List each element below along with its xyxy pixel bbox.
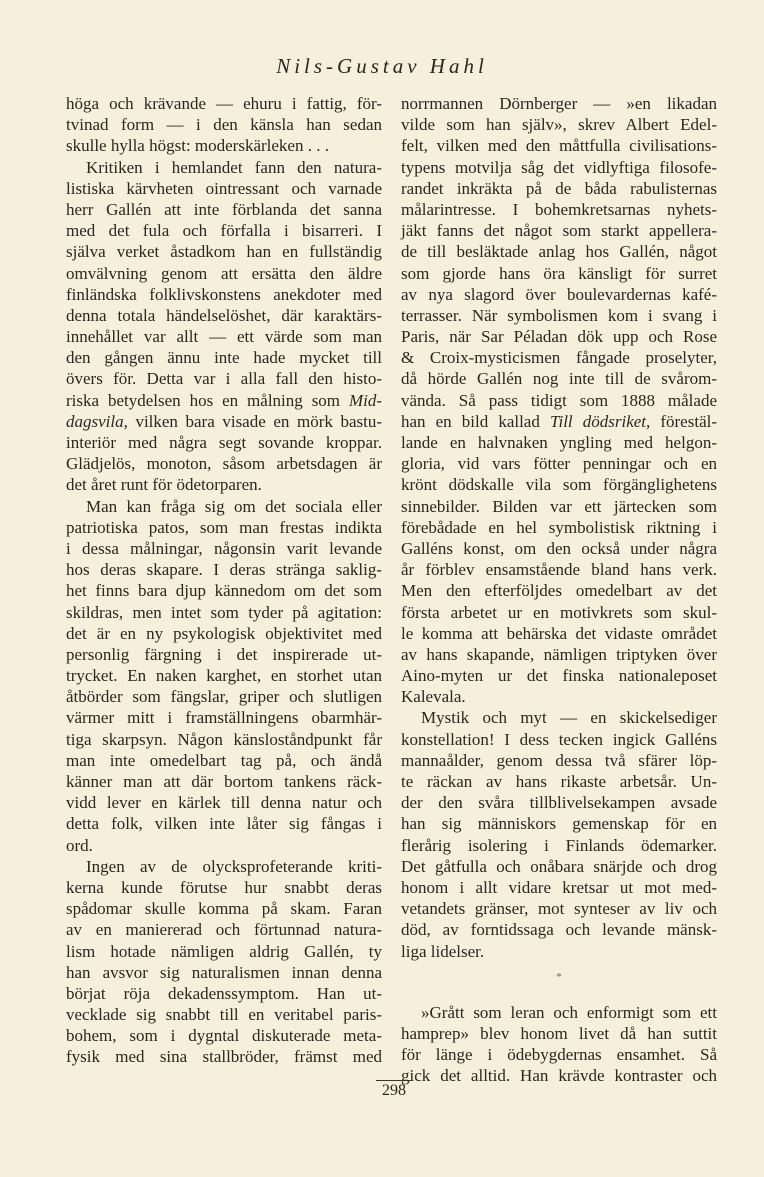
text-line: första arbetet ur en motivkrets som skul- xyxy=(401,602,717,622)
text-line: själva verket åstadkom han en fullständig xyxy=(66,242,382,262)
text-line: vecklade sig snabbt till en veritabel paris- xyxy=(66,1005,382,1025)
text-line: typens motvilja såg det vidlyftiga filosofe- xyxy=(401,157,717,177)
text-line: jäkt fanns det något som starkt appellera- xyxy=(401,221,717,241)
text-line: norrmannen Dörnberger — »en likadan xyxy=(401,94,717,113)
text-line: fysik med sina stallbröder, främst med xyxy=(66,1047,382,1067)
text-line xyxy=(401,411,717,432)
text-line: av hans skapande, nämligen triptyken över xyxy=(401,644,717,664)
text-line: vända. Så pass tidigt som 1888 målade xyxy=(401,390,717,410)
text-line: & Croix-mysticismen fångade proselyter, xyxy=(401,348,717,368)
text-line: de till besläktade anlag hos Gallén, något xyxy=(401,242,717,262)
text-line xyxy=(66,411,382,432)
text-line: »Grått som leran och enformigt som ett xyxy=(421,1002,717,1022)
text-line: med det fula och förfalla i bisarreri. I xyxy=(66,221,382,241)
text-line: år förblev ensamstående bland hans verk. xyxy=(401,560,717,580)
text-line: hos deras skapare. I deras stränga saklig- xyxy=(66,560,382,580)
section-break-ornament: * xyxy=(556,970,562,983)
text-line: värmer mitt i framställningens obarmhär- xyxy=(66,708,382,728)
text-line: randet inkräkta på de båda rabulisternas xyxy=(401,178,717,198)
text-line: övers för. Detta var i alla fall den histo- xyxy=(66,369,382,389)
text-line: bohem, som i dygntal diskuterade meta- xyxy=(66,1026,382,1046)
text-line: det året runt för ödetorparen. xyxy=(66,475,262,495)
text-line: förebådade en hel symbolistisk riktning i xyxy=(401,517,717,537)
text-line: känner man att där bortom tankens räck- xyxy=(66,772,382,791)
text-line: Paris, när Sar Péladan dök upp och Rose xyxy=(401,327,717,347)
text-line: herr Gallén att inte förblanda det sanna xyxy=(66,199,382,219)
text-line: Galléns konst, om den också under några xyxy=(401,538,717,558)
text-line: ord. xyxy=(66,835,93,855)
text-line: Ingen av de olycksprofeterande kriti- xyxy=(86,856,382,876)
text-line: spådomar skulle komma på skam. Faran xyxy=(66,899,382,919)
text-line: skildras, men intet som tyder på agitation: xyxy=(66,602,382,622)
text-line: gloria, vid vars fötter penningar och en xyxy=(401,454,717,474)
page-number: 298 xyxy=(382,1082,406,1099)
text-line: Det gåtfulla och onåbara snärjde och drog xyxy=(401,856,717,876)
text-line: som gjorde hans öra känsligt för surret xyxy=(401,263,717,283)
text-segment: vilken bara visade en mörk bastu- xyxy=(127,411,382,431)
text-line: Aino-myten ur det finska nationaleposet xyxy=(401,666,717,686)
text-line: konstellation! I dess tecken ingick Galléns xyxy=(401,729,717,749)
text-segment: han en bild kallad xyxy=(401,411,550,431)
text-line: terrasser. När symbolismen kom i svang i xyxy=(401,305,717,325)
text-line: man inte omedelbart tag på, och ändå xyxy=(66,750,382,770)
italic-title: Mid- xyxy=(348,390,382,410)
text-line: liga lidelser. xyxy=(401,941,485,961)
text-line: honom i allt vidare kretsar ut mot med- xyxy=(401,877,717,897)
text-line: omvälvning genom att ersätta den äldre xyxy=(66,263,382,283)
text-line: gick det alltid. Han krävde kontraster och xyxy=(401,1066,717,1086)
text-line: Men den efterföljdes omedelbart av det xyxy=(401,581,717,601)
text-line: det är en ny psykologisk objektivitet med xyxy=(66,623,382,643)
text-line: finländska folklivskonstens anekdoter med xyxy=(66,284,382,304)
text-line: den gången ännu inte hade mycket till xyxy=(66,348,382,368)
text-line: Kalevala. xyxy=(401,687,466,707)
text-line: i dessa målningar, någonsin varit levande xyxy=(66,538,382,558)
text-line xyxy=(66,390,382,411)
text-line: innehållet var allt — ett värde som man xyxy=(66,327,382,347)
text-line: kerna kunde förutse hur snabbt deras xyxy=(66,877,382,897)
text-line: åtbörder som fängslar, griper och slutligen xyxy=(66,687,382,707)
text-column-right xyxy=(401,93,717,1086)
text-line: han sig människors gemenskap för en xyxy=(401,814,717,834)
text-line: för länge i ödebygdernas ensamhet. Så xyxy=(401,1045,717,1065)
text-line: lande en halvnaken yngling med helgon- xyxy=(401,433,717,452)
text-line: av nya slagord över boulevardernas kafé- xyxy=(401,284,717,304)
text-line: Man kan fråga sig om det sociala eller xyxy=(86,496,382,516)
running-head: Nils-Gustav Hahl xyxy=(276,54,488,78)
text-line: hamprep» blev honom livet då han suttit xyxy=(401,1023,717,1043)
text-line: sinnebilder. Bilden var ett järtecken som xyxy=(401,496,717,516)
text-column-left xyxy=(66,93,382,1068)
text-line: het finns bara djup kännedom om det som xyxy=(66,581,382,601)
text-line: denna totala händelselöshet, där karaktärs- xyxy=(66,305,382,325)
text-line: le komma att behärska det vidaste området xyxy=(401,623,717,643)
text-line: vetandets gränser, mot synteser av liv och xyxy=(401,899,717,919)
text-line: Mystik och myt — en skickelsediger xyxy=(421,708,717,728)
text-line: personlig färgning i det inspirerade ut- xyxy=(66,644,382,664)
text-line: listiska kärvheten ointressant och varnade xyxy=(66,178,382,198)
text-line: flerårig isolering i Finlands ödemarker. xyxy=(401,835,717,855)
text-line: Glädjelös, monoton, såsom arbetsdagen är xyxy=(66,454,382,474)
text-line: vilde som han själv», skrev Albert Edel- xyxy=(401,115,717,135)
text-line: död, av forntidssaga och levande mänsk- xyxy=(401,920,717,940)
text-line: då hörde Gallén nog inte till de svårom- xyxy=(401,369,717,389)
text-line: börjat röja dekadenssymptom. Han ut- xyxy=(66,983,382,1003)
page-number-rule xyxy=(376,1080,412,1081)
text-line: skulle hylla högst: moderskärleken . . . xyxy=(66,136,329,156)
text-line: av en maniererad och förtunnad natura- xyxy=(66,920,382,940)
text-line: detta folk, vilken inte låter sig fångas i xyxy=(66,814,382,834)
text-line: te räckan av hans rikaste arbetsår. Un- xyxy=(401,772,717,791)
text-line: trycket. En naken karghet, en storhet utan xyxy=(66,666,382,686)
text-line: patriotiska patos, som man frestas indikta xyxy=(66,517,382,537)
text-line: mannaålder, genom dessa två sfärer löp- xyxy=(401,750,717,770)
text-segment: förestäl- xyxy=(650,411,717,431)
text-segment: riska betydelsen hos en målning som xyxy=(66,390,349,410)
italic-title: dagsvila, xyxy=(66,411,128,431)
text-line: han avsvor sig naturalismen innan denna xyxy=(66,962,382,982)
text-line: tiga skarpsyn. Någon känsloståndpunkt får xyxy=(66,729,382,749)
text-line: tvinad form — i den känsla han sedan xyxy=(66,115,382,135)
text-line: målarintresse. I bohemkretsarnas nyhets- xyxy=(401,199,717,219)
text-line: interiör med några segt sovande kroppar. xyxy=(66,433,382,452)
text-line: Kritiken i hemlandet fann den natura- xyxy=(86,157,382,177)
text-line: höga och krävande — ehuru i fattig, för- xyxy=(66,94,382,113)
text-line: krönt dödskalle vila som förgänglighetens xyxy=(401,475,717,495)
text-line: felt, vilken med den måttfulla civilisations- xyxy=(401,136,717,156)
italic-title: Till dödsriket, xyxy=(549,411,651,431)
text-line: lism hotade nämligen aldrig Gallén, ty xyxy=(66,941,382,961)
text-line: vidd lever en kärlek till denna natur och xyxy=(66,793,382,813)
text-line: der den svåra tillblivelsekampen avsade xyxy=(401,793,717,813)
